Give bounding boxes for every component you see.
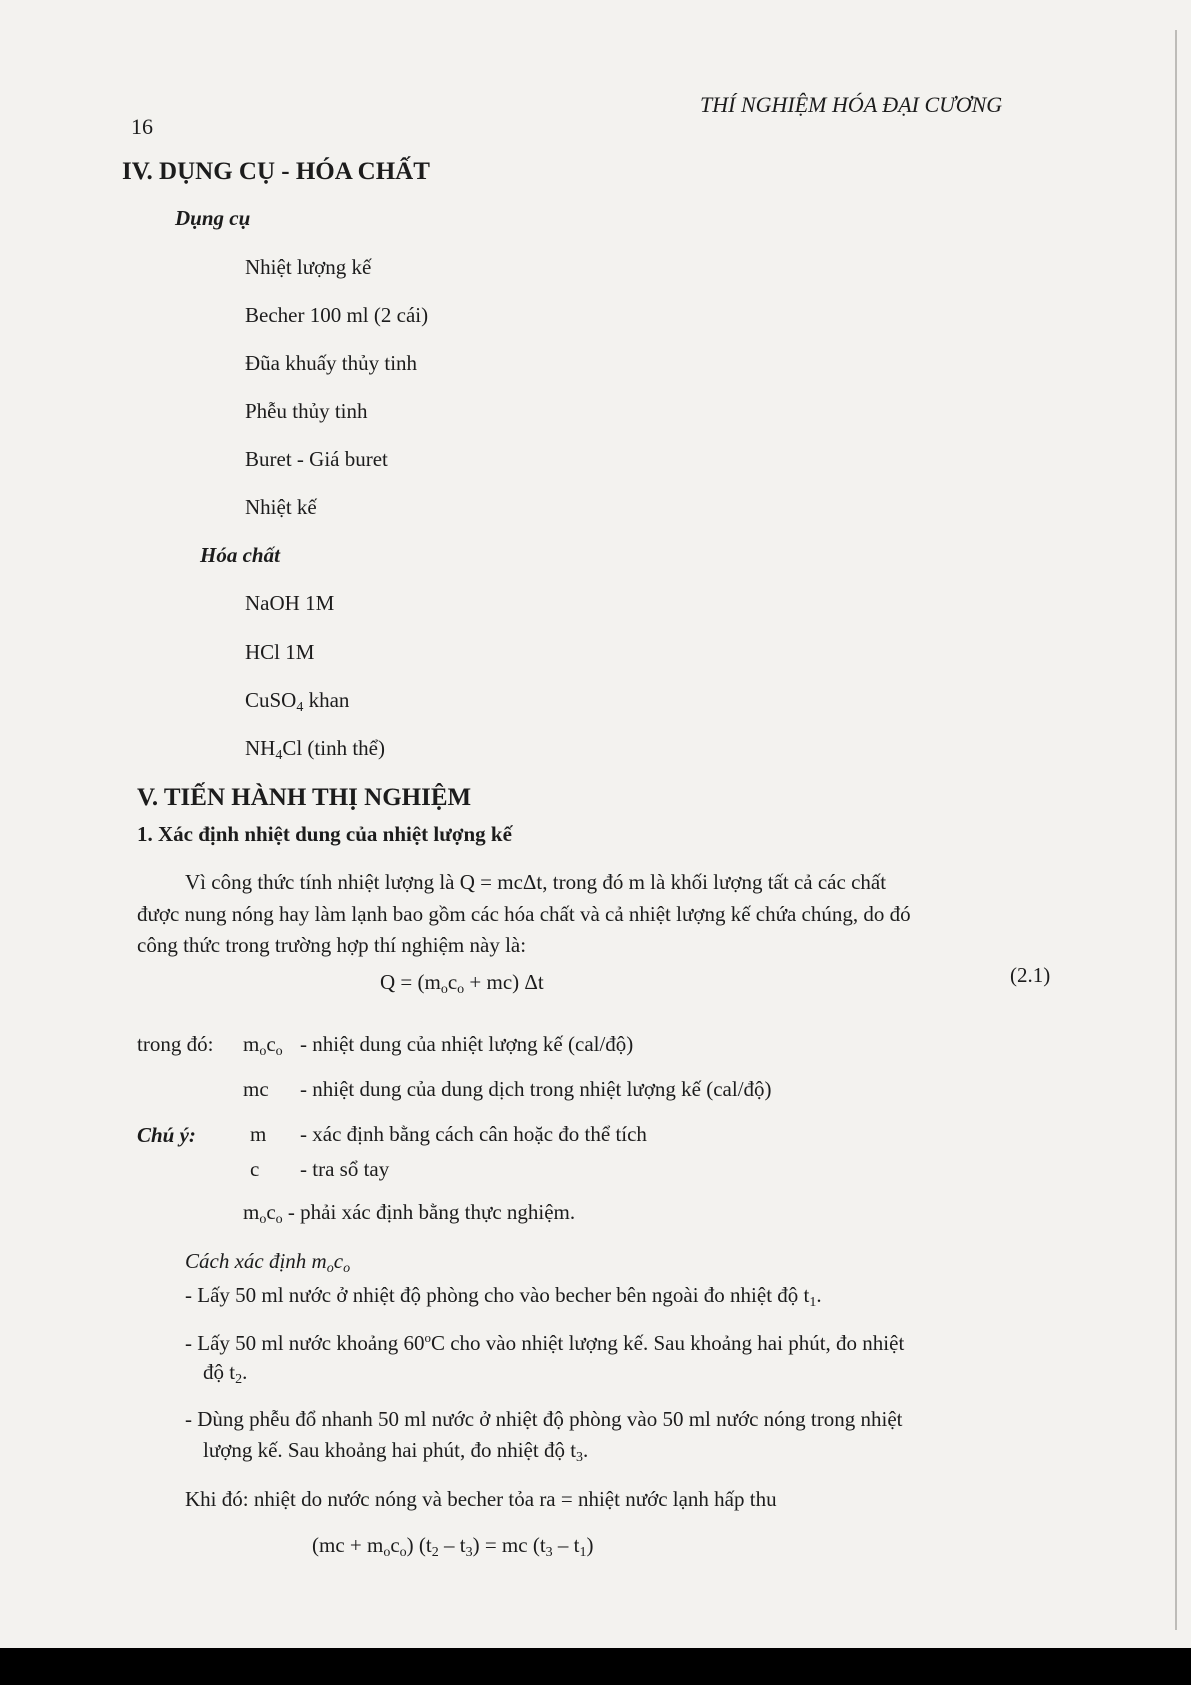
- paragraph-line: Vì công thức tính nhiệt lượng là Q = mcΔt, trong đó m là khối lượng tất cả các chất: [185, 870, 887, 894]
- step-3: - Dùng phễu đổ nhanh 50 ml nước ở nhiệt độ phòng vào 50 ml nước nóng trong nhiệt: [185, 1407, 903, 1431]
- equation-2-1: $Q = (m_oc_o + mc)$ Δt: [380, 970, 544, 997]
- symbol: m: [250, 1122, 267, 1146]
- conclusion-text: Khi đó: nhiệt do nước nóng và becher tỏa ra = nhiệt nước lạnh hấp thu: [185, 1487, 777, 1511]
- step-1: - Lấy 50 ml nước ở nhiệt độ phòng cho vào becher bên ngoài đo nhiệt độ $t_1$.: [185, 1283, 822, 1310]
- equation-energy-balance: $(mc + m_oc_o)$ $(t_2 - t_3)$ = mc $(t_3 - t_1)$: [312, 1533, 594, 1560]
- symbol: $m_oc_o$: [243, 1032, 283, 1059]
- paragraph-line: công thức trong trường hợp thí nghiệm này là:: [137, 933, 527, 957]
- tools-heading: Dụng cụ: [175, 206, 251, 230]
- method-heading: Cách xác định $m_oc_o$: [185, 1249, 351, 1276]
- subsection-1-heading: 1. Xác định nhiệt dung của nhiệt lượng kế: [137, 822, 512, 846]
- definition-text: - nhiệt dung của nhiệt lượng kế (cal/độ): [300, 1032, 634, 1056]
- chemicals-heading: Hóa chất: [200, 543, 280, 567]
- note-text: - xác định bằng cách cân hoặc đo thể tích: [300, 1122, 647, 1146]
- note-text: - tra sổ tay: [300, 1157, 390, 1181]
- tool-item: Becher 100 ml (2 cái): [245, 303, 429, 327]
- step-2: - Lấy 50 ml nước khoảng 60$^o$C cho vào nhiệt lượng kế. Sau khoảng hai phút, đo nhiệt: [185, 1330, 905, 1355]
- tool-item: Nhiệt lượng kế: [245, 255, 372, 279]
- section-5-heading: V. TIẾN HÀNH THỊ NGHIỆM: [137, 784, 472, 811]
- tool-item: Phễu thủy tinh: [245, 399, 368, 423]
- chemical-item: HCl 1M: [245, 640, 315, 664]
- note-line: $m_oc_o$ - phải xác định bằng thực nghiệm.: [243, 1200, 576, 1227]
- symbol: c: [250, 1157, 260, 1181]
- tool-item: Nhiệt kế: [245, 495, 317, 519]
- symbol: mc: [243, 1077, 269, 1101]
- tool-item: Buret - Giá buret: [245, 447, 388, 471]
- equation-label: (2.1): [1010, 963, 1051, 987]
- page-number: 16: [131, 114, 153, 139]
- definition-text: - nhiệt dung của dung dịch trong nhiệt lượng kế (cal/độ): [300, 1077, 772, 1101]
- step-2-cont: độ $t_2$.: [203, 1360, 248, 1387]
- where-label: trong đó:: [137, 1032, 214, 1056]
- page-edge-line: [1175, 30, 1177, 1630]
- scan-bottom-bar: [0, 1648, 1191, 1685]
- chemical-item: $NH_4Cl$ (tinh thể): [245, 736, 385, 763]
- step-3-cont: lượng kế. Sau khoảng hai phút, đo nhiệt độ $t_3$.: [203, 1438, 589, 1465]
- note-label: Chú ý:: [137, 1123, 196, 1147]
- tool-item: Đũa khuấy thủy tinh: [245, 351, 418, 375]
- paragraph-line: được nung nóng hay làm lạnh bao gồm các hóa chất và cả nhiệt lượng kế chứa chúng, do đó: [137, 902, 911, 926]
- section-4-heading: IV. DỤNG CỤ - HÓA CHẤT: [122, 158, 430, 185]
- running-title: THÍ NGHIỆM HÓA ĐẠI CƯƠNG: [700, 92, 1003, 117]
- chemical-item: CuSO$_4$ khan: [245, 688, 350, 715]
- chemical-item: NaOH 1M: [245, 591, 335, 615]
